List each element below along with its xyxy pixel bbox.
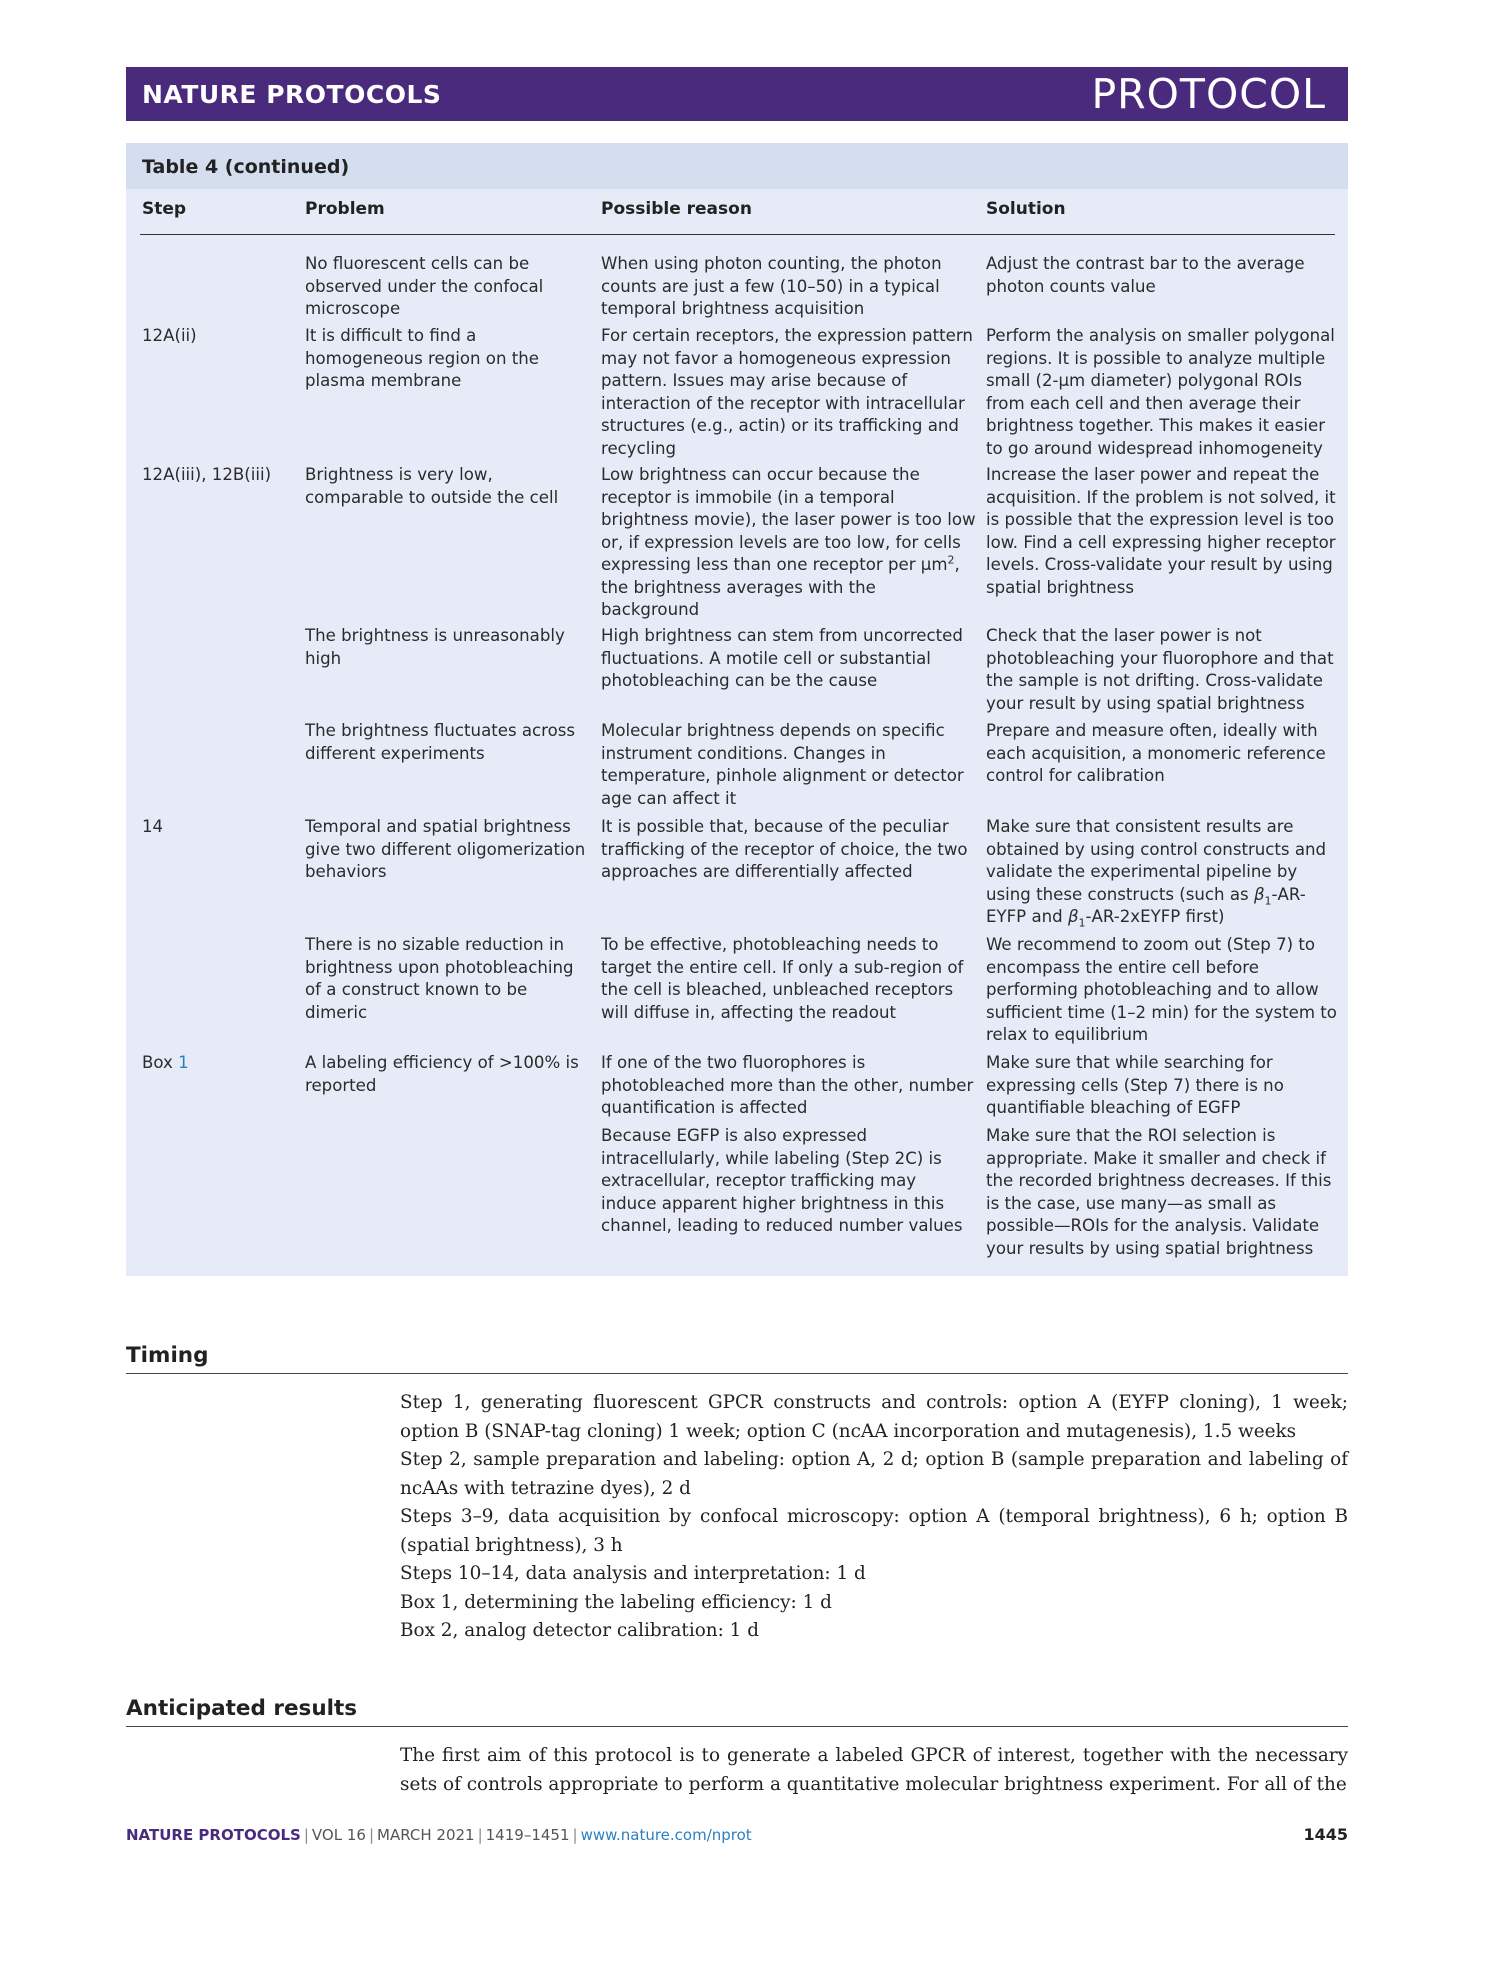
cell-solution: Check that the laser power is not photobleaching your fluorophore and that the sample is not drifting. Cross-validate your result by using spatial brightness xyxy=(986,626,1334,713)
beta-symbol: β xyxy=(1067,907,1079,926)
cell-reason xyxy=(601,464,976,622)
timing-line: Step 1, generating fluorescent GPCR constructs and controls: option A (EYFP cloning), 1 week; option B (SNAP-tag cloning) 1 week; option C (ncAA incorporation and mutagenesis), 1.5 weeks xyxy=(400,1392,1348,1442)
timing-rule xyxy=(126,1373,1348,1374)
timing-heading: Timing xyxy=(126,1343,209,1368)
timing-line: Steps 10–14, data analysis and interpretation: 1 d xyxy=(400,1563,866,1584)
column-header-reason: Possible reason xyxy=(601,199,752,219)
anticipated-text xyxy=(400,1742,1348,1799)
footer-date: MARCH 2021 xyxy=(377,1825,475,1844)
column-header-step: Step xyxy=(142,199,187,219)
cell-reason: For certain receptors, the expression pattern may not favor a homogeneous expression pattern. Issues may arise because of interaction of the receptor with intracellular structures (e.g., actin) or its trafficking and recycling xyxy=(601,326,973,458)
column-header-problem: Problem xyxy=(305,199,385,219)
timing-line: Box 2, analog detector calibration: 1 d xyxy=(400,1620,759,1641)
solution-text-mid: -AR-EYFP and xyxy=(986,884,1306,926)
subscript: 1 xyxy=(1078,916,1086,930)
box-prefix: Box xyxy=(142,1053,179,1072)
cell-reason: It is possible that, because of the peculiar trafficking of the receptor of choice, the two approaches are differentially affected xyxy=(601,817,968,881)
cell-step: 14 xyxy=(142,817,164,836)
cell-step: 12A(ii) xyxy=(142,326,197,345)
cell-step: 12A(iii), 12B(iii) xyxy=(142,465,272,484)
box-link[interactable]: 1 xyxy=(178,1053,189,1072)
cell-problem: Brightness is very low, comparable to outside the cell xyxy=(305,465,559,507)
cell-solution xyxy=(986,816,1338,929)
footer-volume: VOL 16 xyxy=(311,1825,366,1844)
article-type: PROTOCOL xyxy=(1091,70,1326,118)
solution-text: Make sure that consistent results are obtained by using control constructs and validate the experimental pipeline by using these constructs (such as xyxy=(986,817,1327,904)
anticipated-heading: Anticipated results xyxy=(126,1696,358,1721)
journal-name: NATURE PROTOCOLS xyxy=(142,79,442,109)
page-footer xyxy=(126,1825,1348,1844)
timing-line: Step 2, sample preparation and labeling: option A, 2 d; option B (sample preparation and labeling of ncAAs with tetrazine dyes), 2 d xyxy=(400,1449,1348,1499)
anticipated-rule xyxy=(126,1726,1348,1727)
footer-citation: NATURE PROTOCOLS | VOL 16 | MARCH 2021 | 1419–1451 | www.nature.com/nprot xyxy=(126,1825,752,1844)
superscript: 2 xyxy=(947,553,955,567)
cell-solution: Adjust the contrast bar to the average photon counts value xyxy=(986,254,1305,296)
column-header-solution: Solution xyxy=(986,199,1066,219)
footer-journal: NATURE PROTOCOLS xyxy=(126,1825,301,1844)
cell-reason: If one of the two fluorophores is photobleached more than the other, number quantification is affected xyxy=(601,1053,974,1117)
reason-text: Low brightness can occur because the receptor is immobile (in a temporal brightness movie), the laser power is too low or, if expression levels are too low, for cells expressing less than one receptor per μm xyxy=(601,465,976,574)
footer-url[interactable]: www.nature.com/nprot xyxy=(580,1825,752,1844)
cell-step xyxy=(142,1052,292,1075)
journal-header-bar xyxy=(126,67,1348,121)
cell-solution: Perform the analysis on smaller polygonal regions. It is possible to analyze multiple small (2-μm diameter) polygonal ROIs from each cell and then average their brightness together. This makes it easier to go around widespread inhomogeneity xyxy=(986,326,1335,458)
cell-problem: The brightness fluctuates across different experiments xyxy=(305,721,576,763)
subscript: 1 xyxy=(1264,893,1272,907)
cell-problem: A labeling efficiency of >100% is reported xyxy=(305,1053,579,1095)
beta-symbol: β xyxy=(1253,884,1265,904)
page-number: 1445 xyxy=(1303,1825,1348,1844)
cell-solution: Increase the laser power and repeat the acquisition. If the problem is not solved, it is possible that the expression level is too low. Find a cell expressing higher receptor levels. Cross-validate your result by using spatial brightness xyxy=(986,465,1336,597)
cell-solution: Prepare and measure often, ideally with each acquisition, a monomeric reference control for calibration xyxy=(986,721,1326,785)
cell-problem: Temporal and spatial brightness give two different oligomerization behaviors xyxy=(305,817,586,881)
cell-reason: Molecular brightness depends on specific instrument conditions. Changes in temperature, pinhole alignment or detector age can affect it xyxy=(601,721,964,808)
header-rule xyxy=(140,234,1335,235)
anticipated-paragraph: The first aim of this protocol is to generate a labeled GPCR of interest, together with the necessary sets of controls appropriate to perform a quantitative molecular brightness experiment. For all of the xyxy=(400,1745,1348,1795)
timing-line: Steps 3–9, data acquisition by confocal microscopy: option A (temporal brightness), 6 h; option B (spatial brightness), 3 h xyxy=(400,1506,1348,1556)
cell-reason: To be effective, photobleaching needs to target the entire cell. If only a sub-region of the cell is bleached, unbleached receptors will diffuse in, affecting the readout xyxy=(601,935,964,1022)
cell-problem: It is difficult to find a homogeneous region on the plasma membrane xyxy=(305,326,539,390)
cell-problem: No fluorescent cells can be observed under the confocal microscope xyxy=(305,254,544,318)
cell-solution: Make sure that while searching for expressing cells (Step 7) there is no quantifiable bleaching of EGFP xyxy=(986,1053,1284,1117)
solution-text-end: -AR-2xEYFP first) xyxy=(1085,907,1225,926)
cell-solution: We recommend to zoom out (Step 7) to encompass the entire cell before performing photobleaching and to allow sufficient time (1–2 min) for the system to relax to equilibrium xyxy=(986,935,1337,1044)
table-caption: Table 4 (continued) xyxy=(126,143,1348,189)
footer-pages: 1419–1451 xyxy=(485,1825,570,1844)
cell-reason: Because EGFP is also expressed intracellularly, while labeling (Step 2C) is extracellular, receptor trafficking may induce apparent higher brightness in this channel, leading to reduced number values xyxy=(601,1126,963,1235)
timing-list xyxy=(400,1389,1348,1646)
cell-problem: The brightness is unreasonably high xyxy=(305,626,565,668)
timing-line: Box 1, determining the labeling efficiency: 1 d xyxy=(400,1591,832,1613)
cell-problem: There is no sizable reduction in brightness upon photobleaching of a construct known to be dimeric xyxy=(305,935,574,1022)
reason-text-cont: , the brightness averages with the background xyxy=(601,555,960,619)
cell-solution: Make sure that the ROI selection is appropriate. Make it smaller and check if the recorded brightness decreases. If this is the case, use many—as small as possible—ROIs for the analysis. Validate your results by using spatial brightness xyxy=(986,1126,1332,1258)
cell-reason: High brightness can stem from uncorrected fluctuations. A motile cell or substantial photobleaching can be the cause xyxy=(601,626,963,690)
cell-reason: When using photon counting, the photon counts are just a few (10–50) in a typical temporal brightness acquisition xyxy=(601,254,942,318)
